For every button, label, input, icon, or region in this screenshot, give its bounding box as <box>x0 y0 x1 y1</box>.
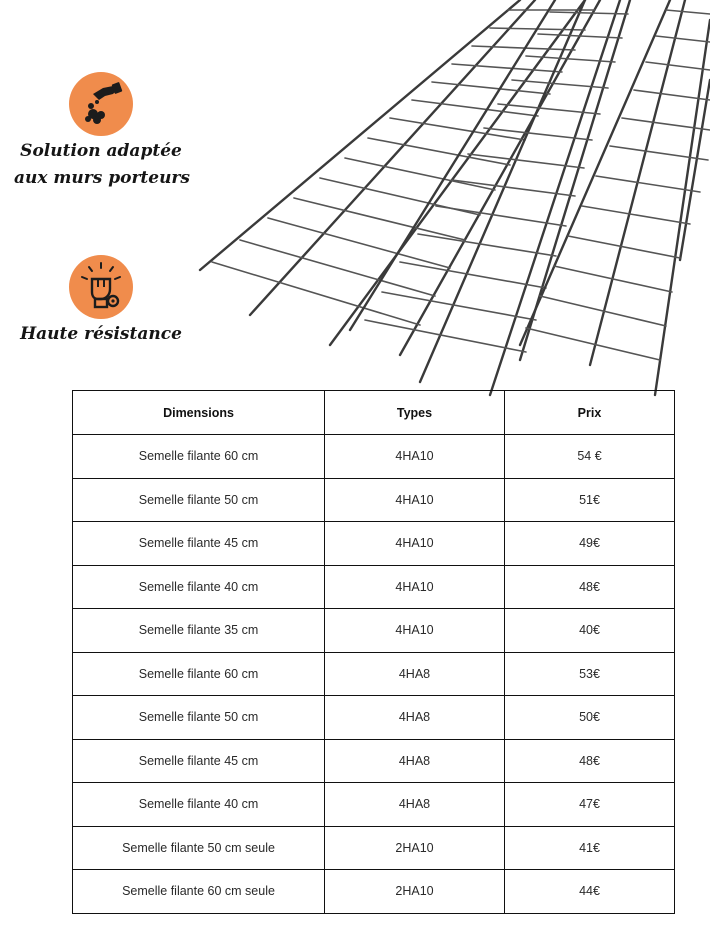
table-row <box>73 435 675 479</box>
table-row <box>73 609 675 653</box>
cell-dimension: Semelle filante 45 cm <box>73 739 325 783</box>
table-row <box>73 696 675 740</box>
table-header-row <box>73 391 675 435</box>
table-row <box>73 478 675 522</box>
cell-type: 4HA10 <box>325 609 505 653</box>
cell-prix: 51€ <box>505 478 675 522</box>
cell-dimension: Semelle filante 50 cm seule <box>73 826 325 870</box>
cell-prix: 53€ <box>505 652 675 696</box>
cell-prix: 54 € <box>505 435 675 479</box>
table-row <box>73 870 675 914</box>
cell-dimension: Semelle filante 45 cm <box>73 522 325 566</box>
cell-type: 4HA10 <box>325 522 505 566</box>
feature-load-bearing-walls <box>14 72 188 190</box>
feature-high-resistance <box>14 255 188 346</box>
cell-type: 4HA8 <box>325 739 505 783</box>
cell-dimension: Semelle filante 50 cm <box>73 696 325 740</box>
feature-label: Haute résistance <box>20 324 182 344</box>
cell-dimension: Semelle filante 50 cm <box>73 478 325 522</box>
price-table <box>72 390 675 914</box>
feature-label-line1: Solution adaptée <box>20 141 182 161</box>
rebar-cages-illustration <box>190 0 710 410</box>
header-types: Types <box>325 391 505 435</box>
table-row <box>73 652 675 696</box>
cell-prix: 40€ <box>505 609 675 653</box>
cell-type: 2HA10 <box>325 826 505 870</box>
feature-label-line2: aux murs porteurs <box>14 168 190 188</box>
cell-dimension: Semelle filante 35 cm <box>73 609 325 653</box>
cell-prix: 47€ <box>505 783 675 827</box>
cell-type: 4HA8 <box>325 783 505 827</box>
cell-prix: 50€ <box>505 696 675 740</box>
cell-dimension: Semelle filante 60 cm <box>73 435 325 479</box>
cell-type: 2HA10 <box>325 870 505 914</box>
cell-prix: 41€ <box>505 826 675 870</box>
header-prix: Prix <box>505 391 675 435</box>
cell-prix: 44€ <box>505 870 675 914</box>
cell-dimension: Semelle filante 40 cm <box>73 565 325 609</box>
cell-dimension: Semelle filante 40 cm <box>73 783 325 827</box>
cell-type: 4HA8 <box>325 652 505 696</box>
cell-type: 4HA10 <box>325 435 505 479</box>
header-dimensions: Dimensions <box>73 391 325 435</box>
cell-type: 4HA8 <box>325 696 505 740</box>
cell-prix: 49€ <box>505 522 675 566</box>
fist-gear-icon <box>69 255 133 319</box>
cell-prix: 48€ <box>505 565 675 609</box>
table-row <box>73 522 675 566</box>
table-row <box>73 783 675 827</box>
cell-prix: 48€ <box>505 739 675 783</box>
hand-dropping-icon <box>69 72 133 136</box>
cell-type: 4HA10 <box>325 565 505 609</box>
cell-type: 4HA10 <box>325 478 505 522</box>
table-row <box>73 826 675 870</box>
cell-dimension: Semelle filante 60 cm <box>73 652 325 696</box>
cell-dimension: Semelle filante 60 cm seule <box>73 870 325 914</box>
table-row <box>73 739 675 783</box>
table-row <box>73 565 675 609</box>
